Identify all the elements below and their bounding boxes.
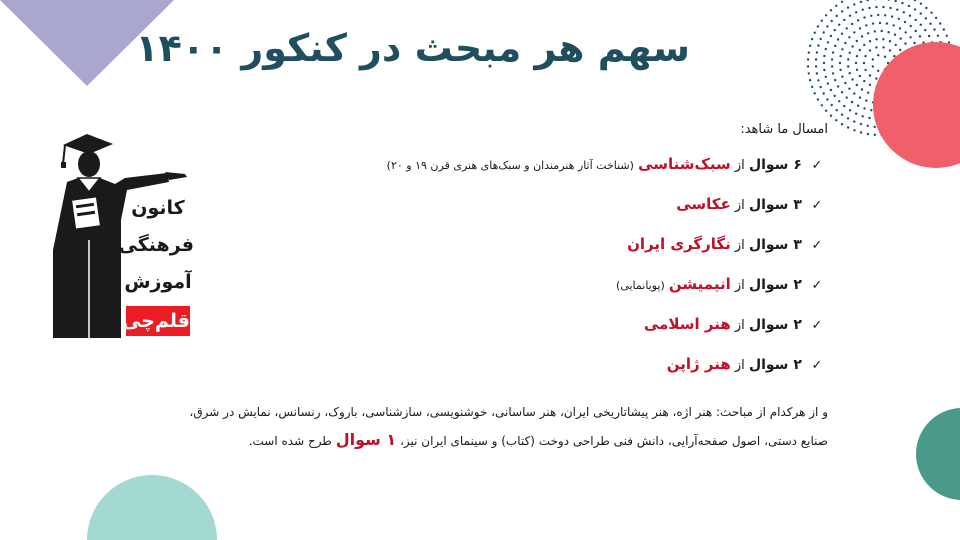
dot	[929, 23, 931, 25]
topic-name: هنر ژاپن	[666, 355, 731, 373]
dot	[839, 69, 841, 71]
dot	[853, 3, 855, 5]
dot	[856, 69, 858, 71]
list-item	[100, 304, 828, 344]
dot	[835, 119, 837, 121]
dot	[863, 44, 865, 46]
dot	[909, 36, 911, 38]
dot	[875, 6, 877, 8]
dot	[817, 79, 819, 81]
logo-line-kanoon: کانون	[131, 197, 185, 219]
dot	[865, 99, 867, 101]
dot	[914, 0, 916, 1]
dot	[846, 96, 848, 98]
dot	[853, 31, 855, 33]
dot	[817, 98, 819, 100]
question-count: ۳ سوال	[748, 197, 802, 213]
dot	[821, 20, 823, 22]
dot	[841, 10, 843, 12]
question-list	[100, 144, 828, 384]
from-word: از	[734, 278, 745, 293]
dot	[909, 15, 911, 17]
dot	[874, 134, 876, 136]
dot	[832, 51, 834, 53]
dot	[847, 6, 849, 8]
dot	[846, 27, 848, 29]
dot	[857, 105, 859, 107]
dot	[826, 98, 828, 100]
dot	[882, 6, 884, 8]
dot	[896, 9, 898, 11]
dot	[843, 19, 845, 21]
dot	[920, 3, 922, 5]
dot	[808, 51, 810, 53]
dot	[823, 92, 825, 94]
dot	[861, 35, 863, 37]
list-item	[100, 184, 828, 224]
dot	[834, 45, 836, 47]
dot	[867, 0, 869, 1]
dot	[820, 86, 822, 88]
dot	[905, 31, 907, 33]
intro-text: امسال ما شاهد:	[740, 122, 828, 137]
dot	[849, 72, 851, 74]
logo-line-farhangi: فرهنگی	[118, 234, 194, 256]
dot	[935, 17, 937, 19]
dot	[864, 69, 866, 71]
dot	[849, 109, 851, 111]
dot	[864, 55, 866, 57]
dot	[904, 42, 906, 44]
dot	[844, 42, 846, 44]
dot	[919, 35, 921, 37]
dot	[860, 131, 862, 133]
dot	[867, 125, 869, 127]
dot	[830, 89, 832, 91]
dot	[862, 9, 864, 11]
dot	[816, 51, 818, 53]
dot	[877, 14, 879, 16]
dot	[925, 7, 927, 9]
dot	[849, 15, 851, 17]
dot	[837, 38, 839, 40]
dot	[891, 15, 893, 17]
checkmark-icon: ✓	[811, 198, 823, 213]
dot	[823, 55, 825, 57]
dot	[915, 19, 917, 21]
dot	[901, 2, 903, 4]
dot	[836, 15, 838, 17]
dot	[820, 38, 822, 40]
dot	[856, 40, 858, 42]
dot	[848, 36, 850, 38]
dot	[867, 32, 869, 34]
topic-name: انیمیشن	[668, 275, 731, 293]
dot	[841, 91, 843, 93]
dot	[863, 62, 865, 64]
dot	[875, 46, 877, 48]
dot	[849, 52, 851, 54]
footer-line-2-before: صنایع دستی، اصول صفحه‌آرایی، دانش فنی طراحی دوخت (کتاب) و سینمای ایران نیز،	[400, 434, 828, 448]
dot	[859, 75, 861, 77]
dot	[817, 25, 819, 27]
dot	[855, 113, 857, 115]
dot	[830, 35, 832, 37]
from-word: از	[734, 158, 745, 173]
dot	[863, 107, 865, 109]
dot	[868, 7, 870, 9]
dot	[853, 92, 855, 94]
topic-note: (شناخت آثار هنرمندان و سبک‌های هنری قرن ۱۹ و ۲۰)	[386, 159, 634, 172]
dot	[882, 46, 884, 48]
dot	[841, 113, 843, 115]
dot	[869, 49, 871, 51]
topic-name: هنر اسلامی	[643, 315, 731, 333]
dot	[900, 37, 902, 39]
dot	[889, 7, 891, 9]
dot	[872, 65, 874, 67]
dot	[863, 16, 865, 18]
topic-name: عکاسی	[676, 195, 731, 213]
dot	[831, 65, 833, 67]
dot	[807, 58, 809, 60]
dot	[915, 30, 917, 32]
dot	[867, 92, 869, 94]
dot	[838, 100, 840, 102]
dot	[877, 70, 879, 72]
dot	[869, 40, 871, 42]
dot	[869, 84, 871, 86]
dot	[823, 69, 825, 71]
content-block	[100, 118, 828, 384]
dot	[875, 38, 877, 40]
footer-line-1: و از هرکدام از مباحث: هنر اژه، هنر پیشاتاریخی ایران، هنر ساسانی، خوشنویسی، سازشناسی، باروک، رنسانس، نمایش در شرق،	[189, 405, 828, 419]
footer-line-2	[100, 426, 828, 455]
dot	[860, 1, 862, 3]
dot	[847, 126, 849, 128]
dot	[848, 88, 850, 90]
dot	[853, 129, 855, 131]
checkmark-icon: ✓	[811, 318, 823, 333]
mint-circle-decoration	[87, 475, 217, 540]
dot	[889, 40, 891, 42]
dot	[808, 72, 810, 74]
dot	[817, 44, 819, 46]
list-item	[100, 264, 828, 304]
dot	[877, 54, 879, 56]
dot	[838, 24, 840, 26]
from-word: از	[734, 198, 745, 213]
dot	[933, 28, 935, 30]
dot	[811, 86, 813, 88]
dot	[874, 126, 876, 128]
dot	[886, 22, 888, 24]
dot	[807, 65, 809, 67]
checkmark-icon: ✓	[811, 278, 823, 293]
dot	[836, 109, 838, 111]
dot	[943, 28, 945, 30]
dot	[895, 44, 897, 46]
dot	[841, 48, 843, 50]
from-word: از	[734, 358, 745, 373]
dot	[847, 117, 849, 119]
dot	[835, 5, 837, 7]
dot	[928, 35, 930, 37]
logo-badge-ghalamchi: قلم‌چی	[126, 306, 190, 336]
dot	[893, 24, 895, 26]
dot	[825, 110, 827, 112]
dot	[913, 42, 915, 44]
dot	[898, 18, 900, 20]
dot	[865, 24, 867, 26]
topic-name: نگارگری ایران	[627, 235, 731, 253]
question-count: ۶ سوال	[748, 157, 802, 173]
dot	[859, 49, 861, 51]
dot	[821, 104, 823, 106]
dot	[827, 41, 829, 43]
dot	[881, 30, 883, 32]
dot	[844, 82, 846, 84]
dot	[809, 79, 811, 81]
dot	[825, 48, 827, 50]
teal-circle-decoration	[916, 408, 960, 500]
topic-note: (پویانمایی)	[616, 279, 665, 292]
dot	[815, 65, 817, 67]
footer-highlight: ۱ سوال	[335, 430, 397, 449]
dot	[869, 74, 871, 76]
dot	[841, 1, 843, 3]
dot	[930, 12, 932, 14]
dot	[851, 45, 853, 47]
dot	[856, 84, 858, 86]
dot	[884, 56, 886, 58]
dot	[847, 65, 849, 67]
dot	[894, 34, 896, 36]
dot	[857, 19, 859, 21]
dot	[884, 14, 886, 16]
dot	[903, 11, 905, 13]
dot	[832, 72, 834, 74]
dot	[868, 117, 870, 119]
dot	[843, 105, 845, 107]
dot	[851, 78, 853, 80]
dot	[831, 20, 833, 22]
dot	[879, 22, 881, 24]
dot	[826, 25, 828, 27]
dot	[920, 24, 922, 26]
dot	[814, 32, 816, 34]
dot	[904, 21, 906, 23]
dot	[834, 79, 836, 81]
dot	[887, 31, 889, 33]
dot	[889, 49, 891, 51]
from-word: از	[734, 238, 745, 253]
dot	[823, 62, 825, 64]
dot	[910, 25, 912, 27]
dot	[839, 55, 841, 57]
dot	[925, 17, 927, 19]
question-count: ۲ سوال	[748, 357, 802, 373]
dot	[859, 27, 861, 29]
dot	[855, 62, 857, 64]
dot	[870, 15, 872, 17]
dot	[872, 22, 874, 24]
topic-name: سبک‌شناسی	[638, 155, 731, 173]
dot	[847, 58, 849, 60]
dot	[825, 76, 827, 78]
dot	[830, 115, 832, 117]
dot	[946, 35, 948, 37]
list-item	[100, 344, 828, 384]
dot	[863, 80, 865, 82]
question-count: ۲ سوال	[748, 277, 802, 293]
list-item	[100, 144, 828, 184]
dot	[908, 5, 910, 7]
dot	[882, 38, 884, 40]
question-count: ۲ سوال	[748, 317, 802, 333]
dot	[811, 38, 813, 40]
dot	[862, 115, 864, 117]
checkmark-icon: ✓	[811, 158, 823, 173]
dot	[856, 55, 858, 57]
dot	[899, 27, 901, 29]
dot	[815, 58, 817, 60]
dot	[841, 33, 843, 35]
dot	[937, 35, 939, 37]
dot	[830, 9, 832, 11]
dot	[827, 82, 829, 84]
dot	[841, 123, 843, 125]
list-item	[100, 224, 828, 264]
dot	[861, 88, 863, 90]
dot	[834, 95, 836, 97]
dot	[874, 30, 876, 32]
question-count: ۳ سوال	[748, 237, 802, 253]
dot	[872, 58, 874, 60]
footer-line-2-after: طرح شده است.	[248, 434, 332, 448]
dot	[895, 0, 897, 2]
dot	[851, 101, 853, 103]
from-word: از	[734, 318, 745, 333]
dot	[841, 76, 843, 78]
dot	[839, 62, 841, 64]
dot	[939, 22, 941, 24]
dot	[867, 133, 869, 135]
footer-paragraph	[100, 398, 828, 455]
dot	[825, 14, 827, 16]
dot	[924, 29, 926, 31]
dot	[837, 85, 839, 87]
dot	[831, 58, 833, 60]
dot	[851, 23, 853, 25]
page-title: سهم هر مبحث در کنکور ۱۴۰۰	[135, 26, 690, 70]
dot	[859, 96, 861, 98]
dot	[920, 12, 922, 14]
dot	[816, 72, 818, 74]
dot	[899, 49, 901, 51]
dot	[853, 120, 855, 122]
dot	[855, 11, 857, 13]
dot	[914, 8, 916, 10]
dot	[860, 123, 862, 125]
dot	[888, 0, 890, 1]
dot	[814, 92, 816, 94]
dot	[823, 31, 825, 33]
logo-line-amoozesh: آموزش	[124, 271, 192, 293]
dot	[834, 29, 836, 31]
dot	[831, 104, 833, 106]
dot	[870, 109, 872, 111]
checkmark-icon: ✓	[811, 358, 823, 373]
dot	[809, 45, 811, 47]
checkmark-icon: ✓	[811, 238, 823, 253]
